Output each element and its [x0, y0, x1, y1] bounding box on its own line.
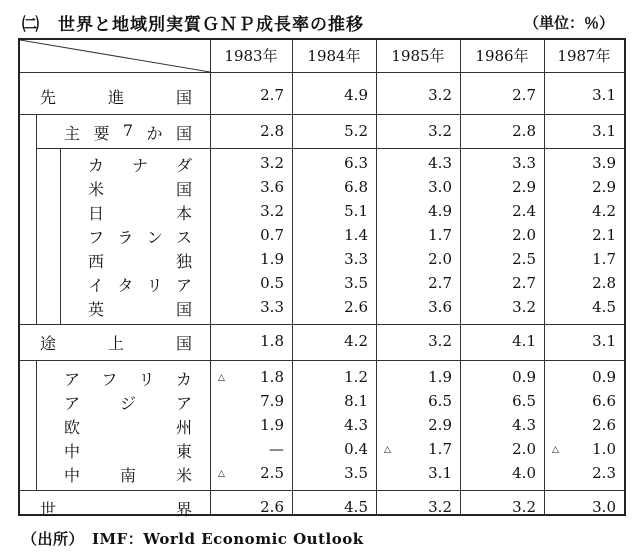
row-asia-label — [64, 391, 192, 414]
label-char: 7 — [122, 121, 134, 140]
row-france-value: 2.1 — [592, 226, 616, 244]
row-west-germany-value: 1.9 — [260, 250, 284, 268]
row-latin-america-value: 4.0 — [512, 464, 536, 482]
label-char: 本 — [175, 204, 192, 223]
row-canada-value: 4.3 — [428, 154, 452, 172]
label-char: 国 — [175, 300, 192, 319]
row-developed-value: 2.7 — [512, 86, 536, 104]
row-africa-label — [64, 367, 192, 390]
label-char: 英 — [88, 300, 105, 319]
column-header-year: 1986年 — [475, 47, 529, 65]
header-diagonal-line — [20, 40, 210, 72]
row-uk-value: 3.2 — [512, 298, 536, 316]
row-uk-value: 4.5 — [592, 298, 616, 316]
label-char: フ — [88, 228, 105, 247]
label-char: 西 — [88, 252, 105, 271]
row-france-label — [88, 225, 192, 248]
row-latin-america-label — [64, 463, 192, 486]
label-char: ア — [175, 276, 192, 295]
row-italy-value: 0.5 — [260, 274, 284, 292]
label-char: 国 — [175, 88, 192, 107]
row-g7-value: 5.2 — [344, 122, 368, 140]
row-g7-value: 3.2 — [428, 122, 452, 140]
row-g7-value: 2.8 — [260, 122, 284, 140]
label-char: ア — [64, 394, 81, 413]
label-char: ラ — [117, 228, 134, 247]
label-char: 進 — [107, 88, 124, 107]
row-us-value: 2.9 — [512, 178, 536, 196]
row-italy-label — [88, 273, 192, 296]
unit-label: （単位：％） — [523, 14, 614, 32]
row-world-label — [40, 497, 192, 520]
label-char: 要 — [93, 124, 110, 143]
row-developed-value: 3.2 — [428, 86, 452, 104]
label-char: 界 — [175, 500, 192, 519]
row-japan-value: 4.2 — [592, 202, 616, 220]
row-japan-label — [88, 201, 192, 224]
column-header-year: 1985年 — [391, 47, 445, 65]
table-title: ㈡ 世界と地域別実質ＧＮＰ成長率の推移 — [22, 15, 364, 35]
row-world-value: 2.6 — [260, 498, 284, 516]
negative-triangle-mark: △ — [384, 445, 391, 455]
row-world-value: 3.2 — [512, 498, 536, 516]
label-char: ン — [146, 228, 163, 247]
row-asia-value: 6.5 — [428, 392, 452, 410]
row-us-label — [88, 177, 192, 200]
row-developing-value: 3.2 — [428, 332, 452, 350]
row-italy-value: 3.5 — [344, 274, 368, 292]
row-asia-value: 6.6 — [592, 392, 616, 410]
row-japan-value: 3.2 — [260, 202, 284, 220]
label-char: 南 — [119, 466, 136, 485]
row-latin-america-value: 2.5 — [260, 464, 284, 482]
row-developing-value: 4.1 — [512, 332, 536, 350]
label-char: 米 — [88, 180, 105, 199]
row-italy-value: 2.8 — [592, 274, 616, 292]
label-char: ジ — [119, 394, 136, 413]
label-char: 中 — [64, 466, 81, 485]
label-char: ナ — [131, 156, 148, 175]
row-japan-value: 2.4 — [512, 202, 536, 220]
row-italy-value: 2.7 — [512, 274, 536, 292]
row-west-germany-label — [88, 249, 192, 272]
row-latin-america-value: 2.3 — [592, 464, 616, 482]
row-west-germany-value: 2.0 — [428, 250, 452, 268]
label-char: 州 — [175, 418, 192, 437]
label-char: 中 — [64, 442, 81, 461]
row-middle-east-value: 0.4 — [344, 440, 368, 458]
label-char: 主 — [64, 124, 81, 143]
label-char: ア — [175, 394, 192, 413]
row-uk-value: 3.3 — [260, 298, 284, 316]
row-africa-value: 0.9 — [512, 368, 536, 386]
section-divider — [20, 360, 624, 361]
label-char: 途 — [40, 334, 57, 353]
row-developed-value: 4.9 — [344, 86, 368, 104]
label-char: 国 — [175, 334, 192, 353]
column-header-year: 1983年 — [224, 47, 278, 65]
row-west-germany-value: 2.5 — [512, 250, 536, 268]
negative-triangle-mark: △ — [552, 445, 559, 455]
subgroup-divider — [36, 148, 624, 149]
label-char: 米 — [175, 466, 192, 485]
row-g7-value: 2.8 — [512, 122, 536, 140]
row-japan-value: 4.9 — [428, 202, 452, 220]
label-char: 国 — [175, 180, 192, 199]
row-canada-value: 3.9 — [592, 154, 616, 172]
label-char: 日 — [88, 204, 105, 223]
row-uk-value: 2.6 — [344, 298, 368, 316]
row-uk-value: 3.6 — [428, 298, 452, 316]
row-uk-label — [88, 297, 192, 320]
label-char: 国 — [175, 124, 192, 143]
row-latin-america-value: 3.1 — [428, 464, 452, 482]
label-char: か — [146, 124, 163, 143]
row-europe-label — [64, 415, 192, 438]
row-west-germany-value: 3.3 — [344, 250, 368, 268]
negative-triangle-mark: △ — [218, 469, 225, 479]
label-char: イ — [88, 276, 105, 295]
row-france-value: 2.0 — [512, 226, 536, 244]
row-canada-value: 3.3 — [512, 154, 536, 172]
label-char: 欧 — [64, 418, 81, 437]
label-char: タ — [117, 276, 134, 295]
row-canada-label — [88, 153, 192, 176]
section-divider — [20, 490, 624, 491]
indent-line-developed — [36, 114, 37, 324]
row-middle-east-label — [64, 439, 192, 462]
label-char: カ — [88, 156, 105, 175]
row-france-value: 1.4 — [344, 226, 368, 244]
label-char: ス — [175, 228, 192, 247]
indent-line-g7 — [60, 148, 61, 324]
row-developing-value: 4.2 — [344, 332, 368, 350]
label-char: 東 — [175, 442, 192, 461]
row-us-value: 3.0 — [428, 178, 452, 196]
row-france-value: 1.7 — [428, 226, 452, 244]
label-char: 独 — [175, 252, 192, 271]
column-header-year: 1984年 — [307, 47, 361, 65]
indent-line-developing — [36, 360, 37, 490]
negative-triangle-mark: △ — [218, 373, 225, 383]
row-developing-value: 1.8 — [260, 332, 284, 350]
row-g7-value: 3.1 — [592, 122, 616, 140]
row-middle-east-value: 1.0 — [592, 440, 616, 458]
label-char: リ — [138, 370, 155, 389]
row-europe-value: 2.6 — [592, 416, 616, 434]
row-world-value: 3.2 — [428, 498, 452, 516]
row-middle-east-value: 1.7 — [428, 440, 452, 458]
section-divider — [20, 114, 624, 115]
row-africa-value: 1.9 — [428, 368, 452, 386]
row-us-value: 3.6 — [260, 178, 284, 196]
row-us-value: 2.9 — [592, 178, 616, 196]
column-header-year: 1987年 — [557, 47, 611, 65]
label-char: リ — [146, 276, 163, 295]
row-canada-value: 3.2 — [260, 154, 284, 172]
row-developing-label — [40, 331, 192, 354]
label-char: カ — [175, 370, 192, 389]
row-middle-east-value: 2.0 — [512, 440, 536, 458]
label-char: 世 — [40, 500, 57, 519]
row-europe-value: 4.3 — [512, 416, 536, 434]
label-char: ア — [64, 370, 81, 389]
row-asia-value: 6.5 — [512, 392, 536, 410]
gnp-growth-table — [18, 38, 626, 519]
row-middle-east-value: — — [269, 440, 284, 458]
label-char: ダ — [175, 156, 192, 175]
label-char: 先 — [40, 88, 57, 107]
row-europe-value: 4.3 — [344, 416, 368, 434]
row-asia-value: 7.9 — [260, 392, 284, 410]
row-africa-value: 1.8 — [260, 368, 284, 386]
row-latin-america-value: 3.5 — [344, 464, 368, 482]
source-note: （出所） IMF：World Economic Outlook — [22, 530, 364, 548]
row-canada-value: 6.3 — [344, 154, 368, 172]
row-italy-value: 2.7 — [428, 274, 452, 292]
row-west-germany-value: 1.7 — [592, 250, 616, 268]
row-developed-value: 2.7 — [260, 86, 284, 104]
row-africa-value: 0.9 — [592, 368, 616, 386]
row-world-value: 3.0 — [592, 498, 616, 516]
section-divider — [20, 324, 624, 325]
row-g7-label — [64, 121, 192, 144]
row-europe-value: 2.9 — [428, 416, 452, 434]
row-developed-value: 3.1 — [592, 86, 616, 104]
row-asia-value: 8.1 — [344, 392, 368, 410]
row-world-value: 4.5 — [344, 498, 368, 516]
row-europe-value: 1.9 — [260, 416, 284, 434]
row-france-value: 0.7 — [260, 226, 284, 244]
row-developed-label — [40, 85, 192, 108]
row-japan-value: 5.1 — [344, 202, 368, 220]
row-africa-value: 1.2 — [344, 368, 368, 386]
label-char: 上 — [107, 334, 124, 353]
row-developing-value: 3.1 — [592, 332, 616, 350]
header-divider — [20, 72, 624, 73]
label-char: フ — [101, 370, 118, 389]
row-us-value: 6.8 — [344, 178, 368, 196]
